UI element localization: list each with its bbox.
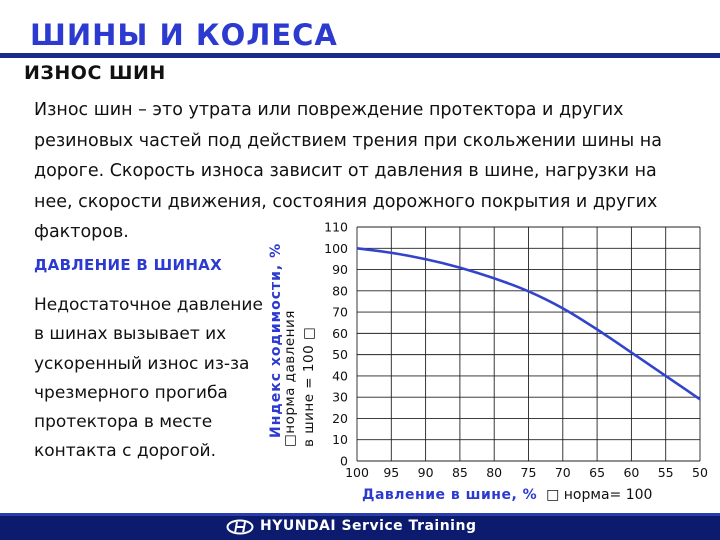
chart-y-tick-label: 70	[332, 304, 348, 320]
chart-grid	[357, 227, 700, 461]
footer-divider	[0, 513, 720, 516]
title-divider	[0, 53, 720, 58]
intro-paragraph: Износ шин – это утрата или повреждение протектора и других резиновых частей под действием трения при скольжении шины на дороге. Скорость износа зависит от давления в шине, нагрузки на нее, скорости движения, состояния дорожного покрытия и других факторов.	[34, 100, 662, 242]
section-heading: ДАВЛЕНИЕ В ШИНАХ	[34, 256, 222, 274]
chart-y-tick-label: 100	[324, 240, 348, 256]
chart-x-axis-title: Давление в шине, %	[362, 487, 538, 503]
chart-y-tick-label: 40	[332, 368, 348, 384]
chart-y-axis-note-1-text: норма давления	[282, 310, 298, 434]
wear-index-chart	[300, 220, 720, 482]
chart-x-axis-note-text: норма= 100	[563, 487, 653, 503]
chart-x-tick-label: 75	[520, 465, 537, 480]
chart-y-ticks	[324, 220, 348, 469]
chart-y-tick-label: 10	[332, 432, 348, 448]
chart-y-tick-label: 30	[332, 389, 348, 405]
section-body: Недостаточное давление в шинах вызывает их ускоренный износ из-за чрезмерного прогиба протектора в месте контакта с дорогой.	[34, 295, 263, 462]
chart-x-tick-label: 95	[383, 465, 400, 480]
chart-x-tick-label: 55	[657, 465, 674, 480]
page-subtitle: ИЗНОС ШИН	[24, 62, 166, 84]
footer-bar	[0, 513, 720, 540]
chart-x-tick-label: 65	[589, 465, 606, 480]
chart-y-tick-label: 50	[332, 347, 348, 363]
hyundai-logo-icon	[226, 519, 254, 535]
chart-y-tick-label: 110	[324, 220, 348, 235]
chart-x-axis-label	[362, 487, 652, 503]
chart-x-ticks	[345, 465, 708, 480]
chart-y-axis-note-2-text: в шине = 100	[301, 344, 317, 447]
chart-x-tick-label: 100	[345, 465, 369, 480]
chart-y-axis-note-1: □норма давления	[282, 310, 298, 447]
chart-x-tick-label: 60	[623, 465, 640, 480]
chart-x-tick-label: 70	[554, 465, 571, 480]
chart-x-tick-label: 85	[451, 465, 468, 480]
chart-y-axis-note-2: в шине = 100 □	[301, 326, 317, 447]
chart-x-tick-label: 80	[486, 465, 503, 480]
chart-x-tick-label: 50	[692, 465, 708, 480]
chart-y-tick-label: 90	[332, 262, 348, 278]
chart-y-tick-label: 20	[332, 410, 348, 426]
chart-x-axis-note: □ норма= 100	[541, 487, 653, 503]
chart-y-tick-label: 0	[340, 453, 348, 469]
chart-y-tick-label: 60	[332, 325, 348, 341]
chart-x-tick-label: 90	[417, 465, 434, 480]
page-title: ШИНЫ И КОЛЕСА	[30, 18, 338, 52]
footer-brand: HYUNDAI Service Training	[260, 518, 477, 534]
chart-y-axis-label: Индекс ходимости, %	[268, 242, 284, 438]
chart-y-tick-label: 80	[332, 283, 348, 299]
